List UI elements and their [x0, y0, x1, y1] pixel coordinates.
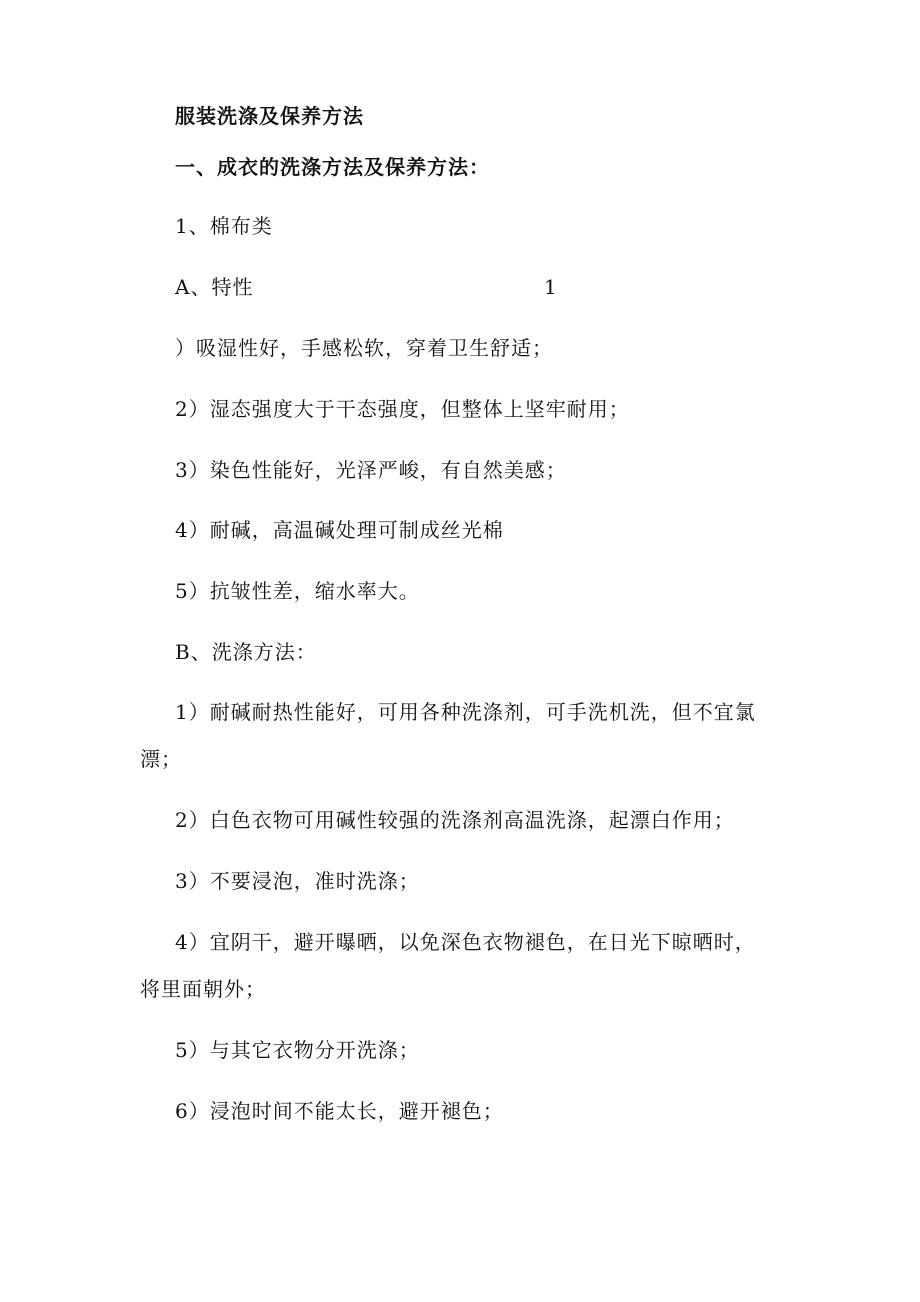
document-title: 服装洗涤及保养方法	[175, 104, 364, 128]
section-heading: 一、成衣的洗涤方法及保养方法：	[175, 155, 490, 179]
washing-item-line: 5）与其它衣物分开洗涤；	[175, 1038, 420, 1062]
washing-method-heading: B、洗涤方法：	[175, 640, 317, 664]
characteristic-item: 4）耐碱，高温碱处理可制成丝光棉	[175, 518, 504, 542]
characteristics-heading: A、特性	[175, 275, 254, 299]
washing-item-continuation: 漂；	[140, 747, 182, 771]
characteristic-item: ）吸湿性好，手感松软，穿着卫生舒适；	[175, 336, 553, 360]
characteristic-item: 2）湿态强度大于干态强度，但整体上坚牢耐用；	[175, 397, 630, 421]
characteristic-item: 5）抗皱性差，缩水率大。	[175, 579, 420, 603]
subsection-heading: 1、棉布类	[175, 214, 273, 238]
washing-item-continuation: 将里面朝外；	[140, 977, 266, 1001]
characteristic-item: 3）染色性能好，光泽严峻，有自然美感；	[175, 458, 567, 482]
washing-item-line: 2）白色衣物可用碱性较强的洗涤剂高温洗涤，起漂白作用；	[175, 808, 735, 832]
washing-item-line: 1）耐碱耐热性能好，可用各种洗涤剂，可手洗机洗，但不宜氯	[175, 700, 756, 724]
washing-item-line: 3）不要浸泡，准时洗涤；	[175, 869, 420, 893]
washing-item-line: 4）宜阴干，避开曝晒，以免深色衣物褪色，在日光下晾晒时，	[175, 930, 756, 954]
page-number-marker: 1	[544, 275, 558, 299]
washing-item-line: 6）浸泡时间不能太长，避开褪色；	[175, 1099, 504, 1123]
